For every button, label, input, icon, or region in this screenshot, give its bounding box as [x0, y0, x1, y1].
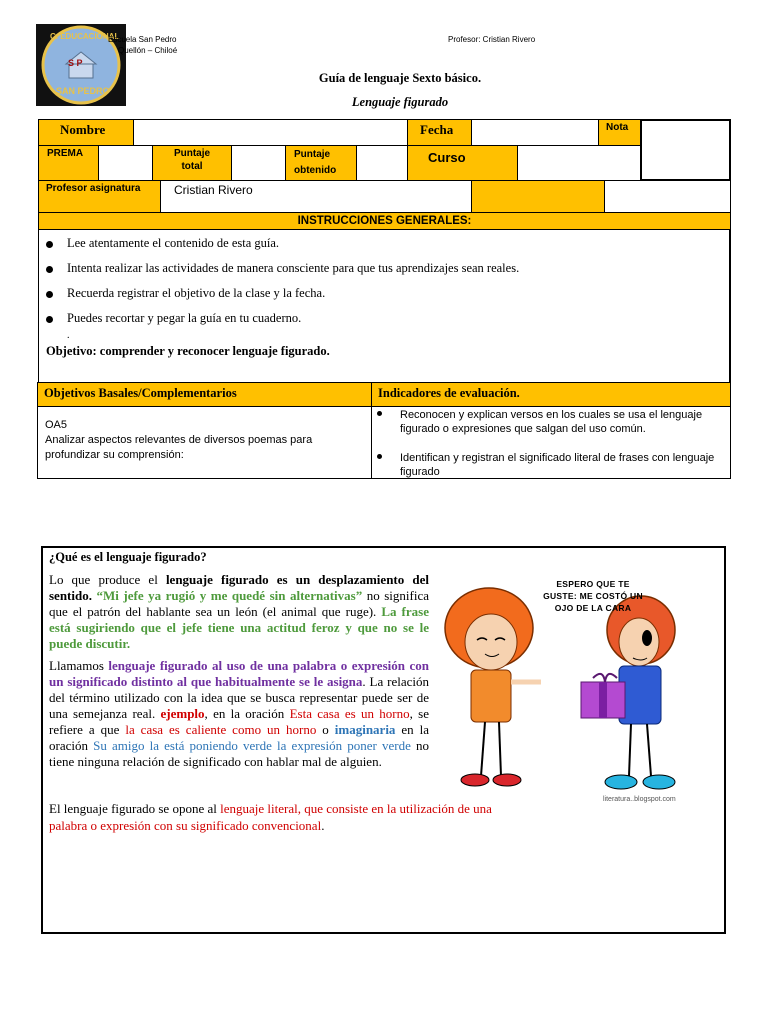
- nota-field[interactable]: [640, 119, 731, 181]
- content-box: [41, 546, 726, 934]
- profesor-value-text: Cristian Rivero: [174, 183, 253, 197]
- fecha-label: [407, 119, 472, 146]
- instruction-text: Recuerda registrar el objetivo de la clase y la fecha.: [67, 286, 326, 300]
- content-heading: ¿Qué es el lenguaje figurado?: [49, 550, 207, 564]
- school-city: Quellón – Chiloé: [118, 46, 178, 55]
- p1-text: Lo que produce el: [49, 572, 166, 587]
- p2-text: Llamamos: [49, 658, 109, 673]
- puntaje-total-field[interactable]: [231, 145, 286, 181]
- p2-text-4: , se refiere a que: [49, 706, 429, 737]
- bullet-icon: [46, 291, 53, 298]
- paragraph-2: [49, 658, 429, 770]
- p3-literal: lenguaje literal, que consiste en la utilización de una palabra o expresión con su significado convencional: [49, 801, 492, 833]
- p2-example-1: Esta casa es un horno: [289, 706, 410, 721]
- puntaje-total-label: [152, 145, 232, 181]
- instructions-header-text: INSTRUCCIONES GENERALES:: [297, 215, 472, 227]
- fecha-field[interactable]: [471, 119, 599, 146]
- indicators-header-text: Indicadores de evaluación.: [378, 386, 520, 400]
- objectives-cell: [37, 406, 372, 479]
- puntaje-total-label-text: Puntaje total: [173, 148, 211, 172]
- curso-label: [407, 145, 518, 181]
- nombre-field[interactable]: [133, 119, 408, 146]
- instruction-text: Lee atentamente el contenido de esta guía.: [67, 236, 280, 250]
- p2-text-3: , en la oración: [204, 706, 290, 721]
- instructions-box: [38, 229, 731, 382]
- indicators-cell: [371, 406, 731, 479]
- comic-credit: literatura..blogspot.com: [603, 796, 676, 803]
- page-subtitle: Lenguaje figurado: [351, 95, 449, 109]
- profesor-value: [160, 180, 472, 213]
- fecha-label-text: Fecha: [420, 122, 454, 137]
- logo-text-mid: S P: [68, 58, 83, 68]
- bullet-icon: [46, 241, 53, 248]
- bullet-icon: [46, 316, 53, 323]
- indicator-item: [400, 451, 722, 479]
- stray-dot: .: [67, 330, 70, 341]
- p2-imaginaria: imaginaria: [334, 722, 396, 737]
- teacher-header: Profesor: Cristian Rivero: [448, 35, 536, 44]
- nota-label-text: Nota: [606, 122, 629, 133]
- prema-label-text: PREMA: [47, 148, 84, 159]
- instructions-header: [38, 212, 731, 230]
- page-title: Guía de lenguaje Sexto básico.: [318, 71, 482, 85]
- p2-text-6: en la oración: [49, 722, 430, 753]
- paragraph-1: [49, 572, 429, 652]
- p2-text-2: . La relación del término utilizado con la idea que se busca representar puede ser de una semejanza real.: [49, 674, 429, 721]
- puntaje-obtenido-label-text: Puntaje obtenido: [294, 149, 337, 176]
- p2-example-2: la casa es caliente como un horno: [125, 722, 317, 737]
- indicator-text: Reconocen y explican versos en los cuales se usa el lenguaje figurado o expresiones que salgan del uso común.: [400, 409, 703, 435]
- instruction-text: Intenta realizar las actividades de manera consciente para que tus aprendizajes sean reales.: [67, 261, 520, 275]
- p2-text-5: o: [316, 722, 335, 737]
- p3-text: El lenguaje figurado se opone al: [49, 801, 221, 816]
- puntaje-obtenido-label: [285, 145, 357, 181]
- p2-example-3: Su amigo la está poniendo verde la expresión poner verde: [93, 738, 411, 753]
- indicator-text: Identifican y registran el significado literal de frases con lenguaje figurado: [400, 452, 715, 478]
- indicator-item: [400, 408, 722, 436]
- indicators-header: [371, 382, 731, 407]
- speech-bubble-text: ESPERO QUE TE GUSTE: ME COSTÓ UN OJO DE LA CARA: [543, 579, 643, 613]
- puntaje-obtenido-field[interactable]: [356, 145, 408, 181]
- instruction-item: [46, 311, 301, 326]
- curso-label-text: Curso: [428, 150, 466, 165]
- logo-text-bottom: SAN PEDRO: [56, 86, 110, 96]
- oa-code: OA5: [45, 419, 68, 431]
- instruction-item: [46, 236, 279, 251]
- instruction-text: Puedes recortar y pegar la guía en tu cuaderno.: [67, 311, 302, 325]
- p1-bold: lenguaje figurado es un desplazamiento del sentido.: [49, 572, 429, 603]
- blank-yellow-cell: [471, 180, 605, 213]
- objectives-header: [37, 382, 372, 407]
- nombre-label: [38, 119, 134, 146]
- nota-label: [598, 119, 641, 146]
- instruction-item: [46, 286, 325, 301]
- curso-field[interactable]: [517, 145, 641, 181]
- p3-period: .: [321, 818, 325, 833]
- p2-ejemplo: ejemplo: [160, 706, 205, 721]
- bullet-icon: [46, 266, 53, 273]
- school-name: Escuela San Pedro: [108, 35, 177, 44]
- objectives-header-text: Objetivos Basales/Complementarios: [44, 386, 237, 400]
- logo-text-top: C. EDUCACIONAL: [50, 32, 120, 41]
- blank-cell: [604, 180, 731, 213]
- objective-text: Objetivo: comprender y reconocer lenguaje figurado.: [46, 344, 330, 358]
- oa-text: Analizar aspectos relevantes de diversos poemas para profundizar su comprensión:: [45, 434, 313, 461]
- prema-label: [38, 145, 99, 181]
- p2-definition: lenguaje figurado al uso de una palabra o expresión con un significado distinto al que habitualmente se le asigna: [49, 658, 429, 689]
- p1-quote: “Mi jefe ya rugió y me quedé sin alternativas”: [91, 588, 363, 603]
- p1-text-2: no significa que el patrón del hablante sea un león (el animal que ruge).: [49, 588, 430, 619]
- prema-field[interactable]: [98, 145, 153, 181]
- profesor-label-text: Profesor asignatura: [46, 183, 141, 194]
- bullet-icon: [377, 454, 382, 459]
- comic-illustration: [435, 570, 715, 810]
- profesor-label: [38, 180, 161, 213]
- p1-explanation: La frase está sugiriendo que el jefe tiene una actitud feroz y que no se le puede discutir.: [49, 604, 429, 651]
- bullet-icon: [377, 411, 382, 416]
- nombre-label-text: Nombre: [60, 122, 106, 137]
- p2-text-7: no tiene ninguna relación de significado con hablar mal de alguien.: [49, 738, 429, 769]
- instruction-item: [46, 261, 519, 276]
